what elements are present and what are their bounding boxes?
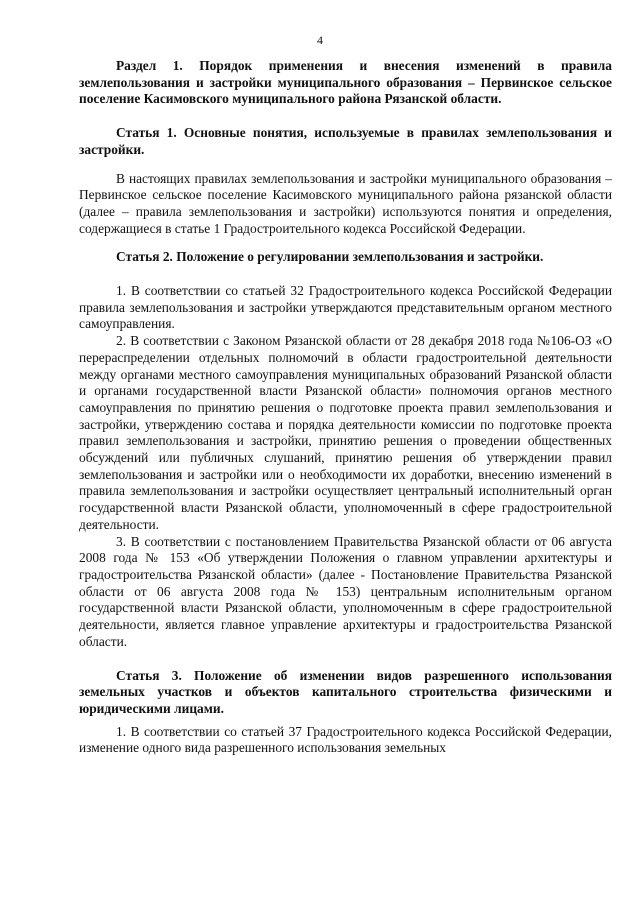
article-2-paragraph-3: 3. В соответствии с постановлением Правительства Рязанской области от 06 августа 2008 года № 153 «Об утверждении Положения о главном управлении архитектуры и градостроительства Рязанской области» (далее - Постановление Правительства Рязанской области от 06 августа 2008 года № 153) центральным исполнительным органом государственной власти Рязанской области, уполномоченным в сфере градостроительной деятельности, является главное управление архитектуры и градостроительства Рязанской области. bbox=[79, 533, 612, 649]
article-3-paragraph-1: 1. В соответствии со статьей 37 Градостроительного кодекса Российской Федерации, изменение одного вида разрешенного использования земельных bbox=[79, 723, 612, 756]
article-1-paragraph-1: В настоящих правилах землепользования и застройки муниципального образования – Первинское сельское поселение Касимовского муниципального района рязанской области (далее – правила землепользования и застройки) используются понятия и определения, содержащиеся в статье 1 Градостроительного кодекса Российской Федерации. bbox=[79, 170, 612, 236]
document-body bbox=[79, 58, 612, 757]
article-1-title: Статья 1. Основные понятия, используемые в правилах землепользования и застройки. bbox=[79, 125, 612, 157]
article-3-title: Статья 3. Положение об изменении видов разрешенного использования земельных участков и объектов капитального строительства физическими и юридическими лицами. bbox=[79, 667, 612, 716]
article-2-title: Статья 2. Положение о регулировании землепользования и застройки. bbox=[116, 249, 544, 265]
article-2-paragraph-2: 2. В соответствии с Законом Рязанской области от 28 декабря 2018 года №106-ОЗ «О перераспределении отдельных полномочий в области градостроительной деятельности между органами местного самоуправления муниципальных образований Рязанской области и органами государственной власти Рязанской области» полномочия органов местного самоуправления по принятию решения о подготовке проекта правил землепользования и застройки, утверждению состава и порядка деятельности комиссии по подготовке проекта правил землепользования и застройки, принятию решения о проведении общественных обсуждений или публичных слушаний, принятию решения об утверждении правил землепользования и застройки или о необходимости их доработки, внесению изменений в правила землепользования и застройки осуществляет центральный исполнительный орган государственной власти Рязанской области, уполномоченный в сфере градостроительной деятельности. bbox=[79, 333, 612, 532]
section-1-title: Раздел 1. Порядок применения и внесения изменений в правила землепользования и застройки муниципального образования – Первинское сельское поселение Касимовского муниципального района Рязанской области. bbox=[79, 58, 612, 107]
page-number: 4 bbox=[317, 33, 323, 47]
article-2-paragraph-1: 1. В соответствии со статьей 32 Градостроительного кодекса Российской Федерации правила землепользования и застройки утверждаются представительным органом местного самоуправления. bbox=[79, 283, 612, 332]
